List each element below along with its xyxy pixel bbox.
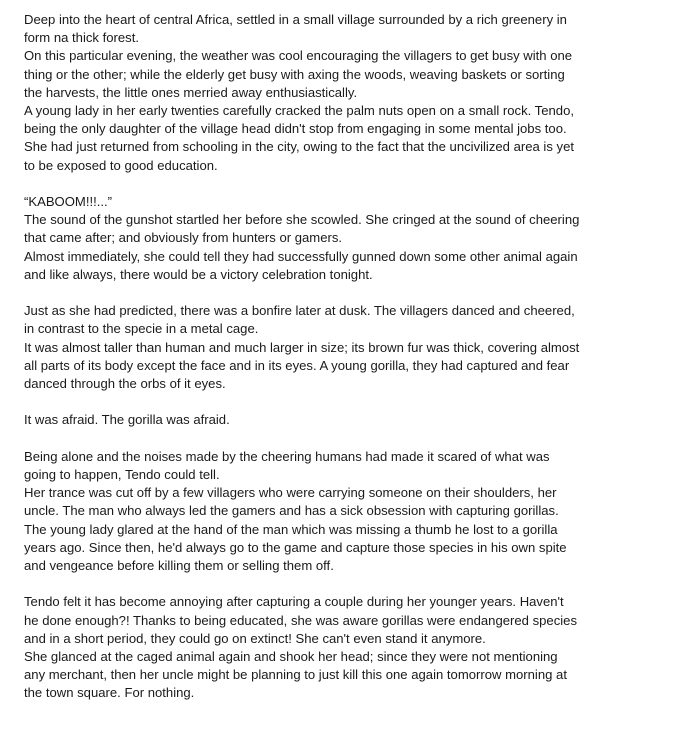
- paragraph-annoyed: [24, 593, 614, 648]
- text-line: the town square. For nothing.: [24, 685, 195, 701]
- paragraph-gap: [24, 575, 614, 593]
- paragraph-gunshot: [24, 211, 614, 247]
- text-line: It was afraid. The gorilla was afraid.: [24, 412, 230, 428]
- text-line: to be exposed to good education.: [24, 157, 218, 173]
- text-line: years ago. Since then, he'd always go to the game and capture those species in his own spite: [24, 539, 567, 555]
- text-line: thing or the other; while the elderly get busy with axing the woods, weaving baskets or sorting: [24, 66, 565, 82]
- text-line: in contrast to the specie in a metal cage.: [24, 321, 259, 337]
- paragraph-alone: [24, 448, 614, 484]
- text-line: he done enough?! Thanks to being educated, she was aware gorillas were endangered species: [24, 612, 577, 628]
- text-line: and like always, there would be a victory celebration tonight.: [24, 266, 373, 282]
- text-line: danced through the orbs of it eyes.: [24, 376, 226, 392]
- text-line: On this particular evening, the weather was cool encouraging the villagers to get busy with one: [24, 48, 573, 64]
- paragraph-tendo-intro: [24, 102, 614, 175]
- paragraph-evening: [24, 47, 614, 102]
- text-line: She had just returned from schooling in the city, owing to the fact that the uncivilized area is yet: [24, 139, 574, 155]
- text-line: uncle. The man who always led the gamers and has a sick obsession with capturing gorillas.: [24, 503, 559, 519]
- text-line: all parts of its body except the face and in its eyes. A young gorilla, they had captured and fear: [24, 357, 570, 373]
- text-line: Almost immediately, she could tell they had successfully gunned down some other animal again: [24, 248, 578, 264]
- text-line: “KABOOM!!!...”: [24, 194, 113, 210]
- document-body: [24, 11, 614, 703]
- text-line: The young lady glared at the hand of the man which was missing a thumb he lost to a gorilla: [24, 521, 558, 537]
- text-line: Being alone and the noises made by the cheering humans had made it scared of what was: [24, 448, 550, 464]
- paragraph-gap: [24, 430, 614, 448]
- text-line: and vengeance before killing them or selling them off.: [24, 558, 334, 574]
- text-line: The sound of the gunshot startled her before she scowled. She cringed at the sound of cheering: [24, 212, 580, 228]
- paragraph-bonfire: [24, 302, 614, 338]
- text-line: A young lady in her early twenties carefully cracked the palm nuts open on a small rock. Tendo,: [24, 103, 574, 119]
- paragraph-kaboom: [24, 193, 614, 211]
- text-line: She glanced at the caged animal again and shook her head; since they were not mentioning: [24, 649, 558, 665]
- text-line: any merchant, then her uncle might be planning to just kill this one again tomorrow morning at: [24, 667, 567, 683]
- paragraph-gap: [24, 284, 614, 302]
- paragraph-celebration: [24, 248, 614, 284]
- text-line: It was almost taller than human and much larger in size; its brown fur was thick, covering almost: [24, 339, 580, 355]
- paragraph-opening: [24, 11, 614, 47]
- text-line: that came after; and obviously from hunters or gamers.: [24, 230, 343, 246]
- text-line: form na thick forest.: [24, 30, 139, 46]
- text-line: Just as she had predicted, there was a bonfire later at dusk. The villagers danced and cheered,: [24, 303, 575, 319]
- paragraph-gap: [24, 393, 614, 411]
- text-line: Tendo felt it has become annoying after capturing a couple during her younger years. Haven't: [24, 594, 564, 610]
- paragraph-gorilla-description: [24, 339, 614, 394]
- paragraph-afraid: [24, 411, 614, 429]
- text-line: Deep into the heart of central Africa, settled in a small village surrounded by a rich greenery in: [24, 12, 567, 27]
- text-line: the harvests, the little ones merried away enthusiastically.: [24, 84, 358, 100]
- paragraph-uncle: [24, 484, 614, 575]
- text-line: and in a short period, they could go on extinct! She can't even stand it anymore.: [24, 630, 486, 646]
- text-line: going to happen, Tendo could tell.: [24, 467, 220, 483]
- text-line: Her trance was cut off by a few villagers who were carrying someone on their shoulders, her: [24, 485, 557, 501]
- text-line: being the only daughter of the village head didn't stop from engaging in some mental jobs too.: [24, 121, 567, 137]
- paragraph-caged-animal: [24, 648, 614, 703]
- paragraph-gap: [24, 175, 614, 193]
